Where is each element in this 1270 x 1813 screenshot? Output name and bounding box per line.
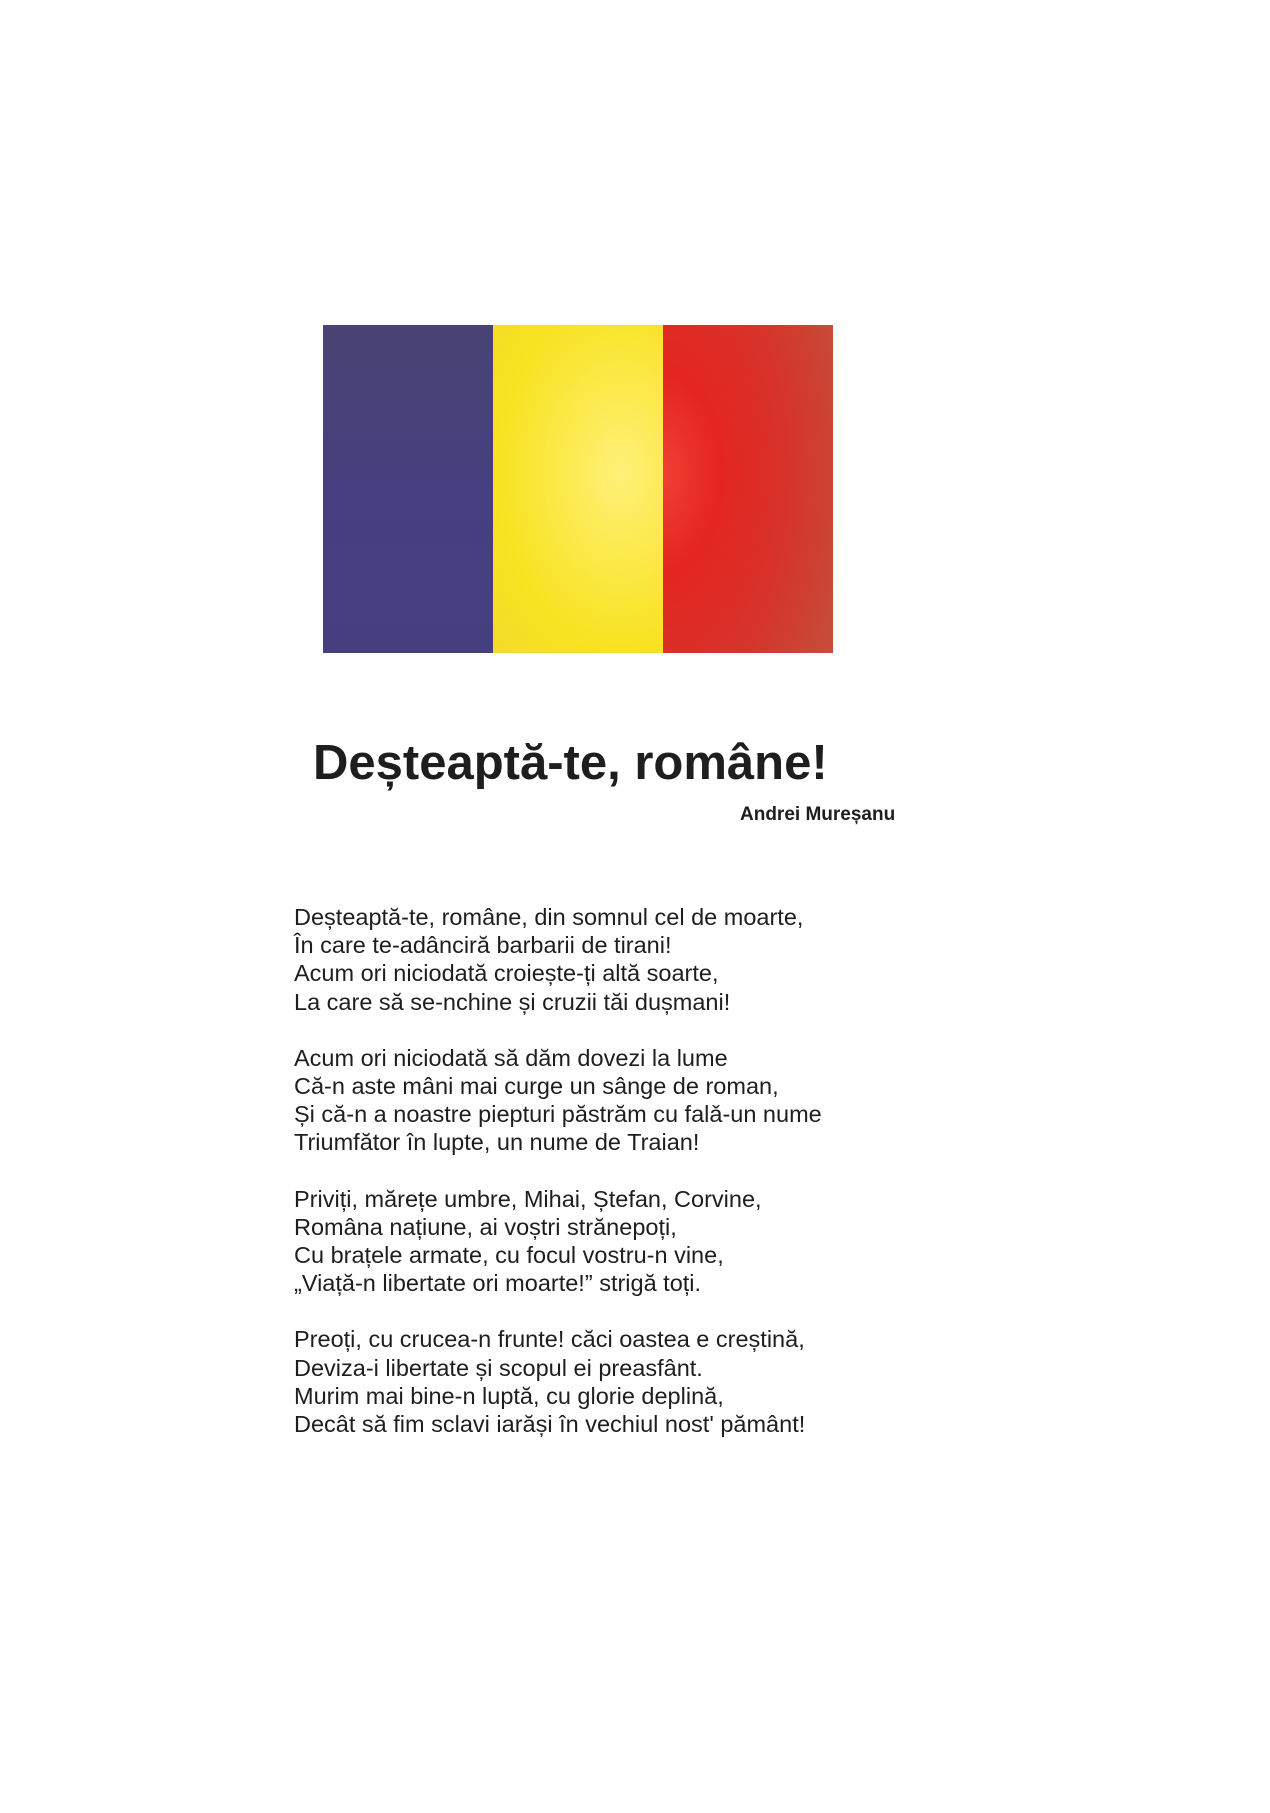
poem-line: „Viață-n libertate ori moarte!” strigă toți. <box>294 1270 702 1297</box>
poem-line: Triumfător în lupte, un nume de Traian! <box>294 1129 700 1156</box>
flag-stripe-yellow <box>493 325 663 653</box>
poem-line: Decât să fim sclavi iarăși în vechiul nost' pământ! <box>294 1411 806 1438</box>
stanza-2 <box>294 1044 934 1157</box>
poem-line: Murim mai bine-n luptă, cu glorie deplină, <box>294 1382 724 1409</box>
poem-author: Andrei Mureșanu <box>740 804 896 825</box>
flag-stripe-blue <box>323 325 493 653</box>
poem-line: Cu brațele armate, cu focul vostru-n vine, <box>294 1242 724 1269</box>
stanza-3 <box>294 1185 934 1298</box>
poem-line: Preoți, cu crucea-n frunte! căci oastea e creștină, <box>294 1326 805 1353</box>
romanian-flag <box>323 325 833 653</box>
poem-line: Că-n aste mâni mai curge un sânge de roman, <box>294 1073 779 1100</box>
poem-line: În care te-adânciră barbarii de tirani! <box>294 932 672 959</box>
poem-line: Deșteaptă-te, române, din somnul cel de moarte, <box>294 904 804 930</box>
flag-stripe-red <box>663 325 833 653</box>
poem-line: Deviza-i libertate și scopul ei preasfânt. <box>294 1354 703 1381</box>
poem-line: Priviți, mărețe umbre, Mihai, Ștefan, Corvine, <box>294 1185 762 1212</box>
poem-line: Și că-n a noastre piepturi păstrăm cu falǎ-un nume <box>294 1101 822 1128</box>
poem-line: Acum ori niciodată să dăm dovezi la lume <box>294 1044 728 1071</box>
poem-title: Deșteaptă-te, române! <box>313 736 828 790</box>
stanza-1 <box>294 903 934 1016</box>
poem-body <box>294 903 934 1466</box>
poem-line: La care să se-nchine și cruzii tăi dușmani! <box>294 988 731 1015</box>
poem-line: Acum ori niciodată croiește-ți altă soarte, <box>294 960 719 987</box>
poem-line: Româna națiune, ai voștri strănepoți, <box>294 1213 677 1240</box>
stanza-4 <box>294 1325 934 1438</box>
